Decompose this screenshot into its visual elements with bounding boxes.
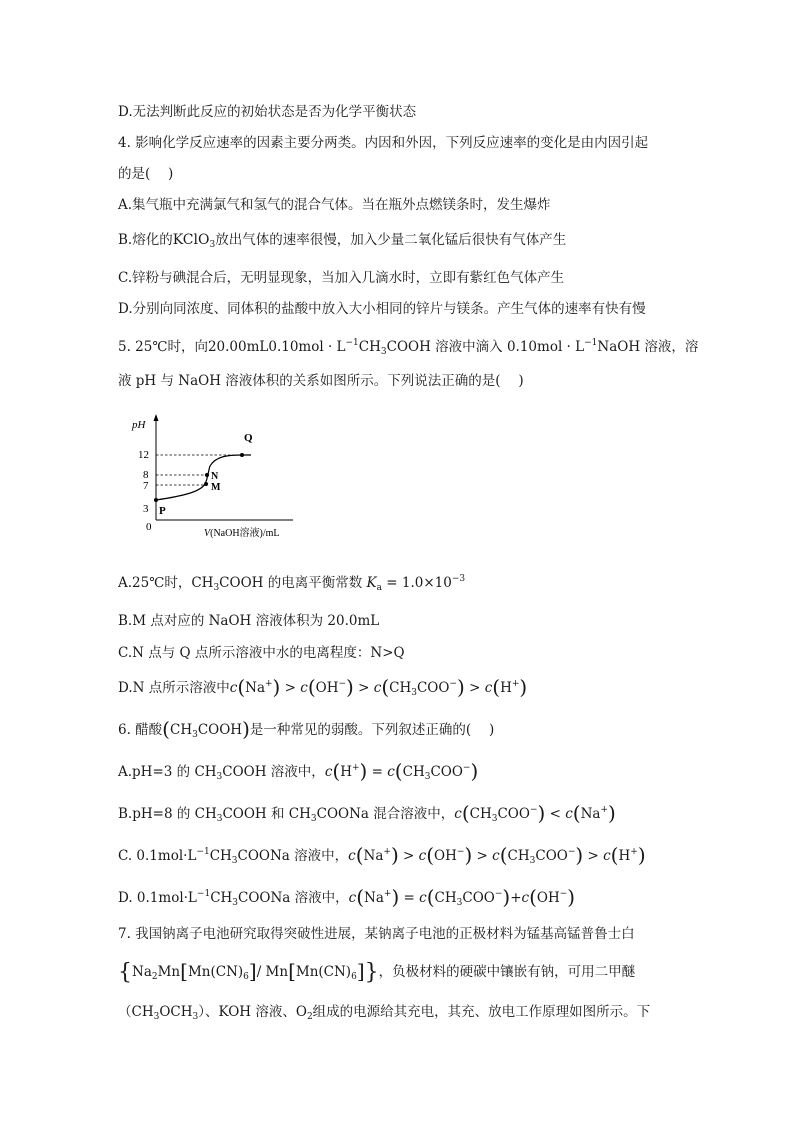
option-b-q5: B.M 点对应的 NaOH 溶液体积为 20.0mL (118, 613, 380, 629)
question-5-line1: 5. 25℃时，向$20.00mL0.10mol \cdot L^{-1}CH_3COOH$ 溶液中滴入 $0.10mol \cdot L^{-1}NaOH$ 溶液，溶 (118, 338, 699, 357)
question-4-line2: 的是( ) (118, 166, 174, 182)
label-p: P (159, 505, 166, 517)
ph-titration-graph (128, 408, 318, 548)
option-a-q5: A.25℃时，$CH_3COOH$ 的电离平衡常数 $K_a = 1.0\times 10^{-3}$ (118, 574, 466, 593)
x-axis-label: V(NaOH溶液)/mL (204, 528, 280, 539)
option-c-q4: C.锌粉与碘混合后，无明显现象，当加入几滴水时，立即有紫红色气体产生 (118, 270, 565, 286)
y-axis-arrow (154, 414, 159, 421)
tick-7: 7 (143, 480, 149, 492)
point-q (240, 453, 244, 457)
question-7-line2: {$Na_2Mn[Mn(CN)_6]/$ $Mn[Mn(CN)_6]$}，负极材料的硬碳中镶嵌有钠，可用二甲醚 (118, 959, 636, 985)
tick-3: 3 (143, 503, 149, 515)
y-axis-label: pH (132, 419, 146, 431)
label-q: Q (244, 432, 253, 444)
option-b-q4: B.熔化的KClO$_3$放出气体的速率很慢，加入少量二氧化锰后很快有气体产生 (118, 232, 567, 250)
label-m: M (211, 482, 221, 493)
option-c-q6: C. $0.1mol\cdot L^{-1}CH_3COONa$ 溶液中，$c(Na^+) > c(OH^-) > c(CH_3COO^-) > c(H^+)$ (118, 843, 646, 867)
question-4-line1: 4. 影响化学反应速率的因素主要分两类。内因和外因，下列反应速率的变化是由内因引起 (118, 135, 649, 151)
option-c-q5: C.N 点与 Q 点所示溶液中水的电离程度：N>Q (118, 645, 405, 661)
question-6: 6. 醋酸$(CH_3COOH)$是一种常见的弱酸。下列叙述正确的( ) (118, 717, 495, 741)
option-d-q3: D.无法判断此反应的初始状态是否为化学平衡状态 (118, 104, 417, 120)
tick-8: 8 (143, 469, 149, 481)
question-7-line1: 7. 我国钠离子电池研究取得突破性进展，某钠离子电池的正极材料为锰基高锰普鲁士白 (118, 926, 635, 942)
point-n (205, 473, 209, 477)
option-d-q4: D.分别向同浓度、同体积的盐酸中放入大小相同的锌片与镁条。产生气体的速率有快有慢 (118, 301, 646, 317)
option-d-q6: D. $0.1mol\cdot L^{-1}CH_3COONa$ 溶液中，$c(Na^+) = c(CH_3COO^-)+c(OH^-)$ (118, 885, 576, 909)
point-m (204, 482, 208, 486)
option-d-q5: D.N 点所示溶液中$c(Na^+) > c(OH^-) > c(CH_3COO^-) > c(H^+)$ (118, 675, 528, 699)
label-n: N (211, 471, 219, 482)
option-a-q6: A.pH=3 的 $CH_3COOH$ 溶液中，$c(H^+) = c(CH_3COO^-)$ (118, 759, 479, 783)
option-a-q4: A.集气瓶中充满氯气和氢气的混合气体。当在瓶外点燃镁条时，发生爆炸 (118, 197, 551, 213)
tick-12: 12 (138, 449, 149, 461)
titration-curve (156, 455, 251, 500)
origin-label: 0 (146, 521, 152, 533)
question-7-line3: $(CH_3OCH_3)$、KOH 溶液、$O_2$组成的电源给其充电，其充、放电工作原理如图所示。下 (118, 1004, 651, 1022)
option-b-q6: B.pH=8 的 $CH_3COOH$ 和 $CH_3COONa$ 混合溶液中，$c(CH_3COO^-) < c(Na^+)$ (118, 801, 616, 825)
point-p (154, 498, 158, 502)
question-5-line2: 液 pH 与 NaOH 溶液体积的关系如图所示。下列说法正确的是( ) (118, 373, 524, 389)
